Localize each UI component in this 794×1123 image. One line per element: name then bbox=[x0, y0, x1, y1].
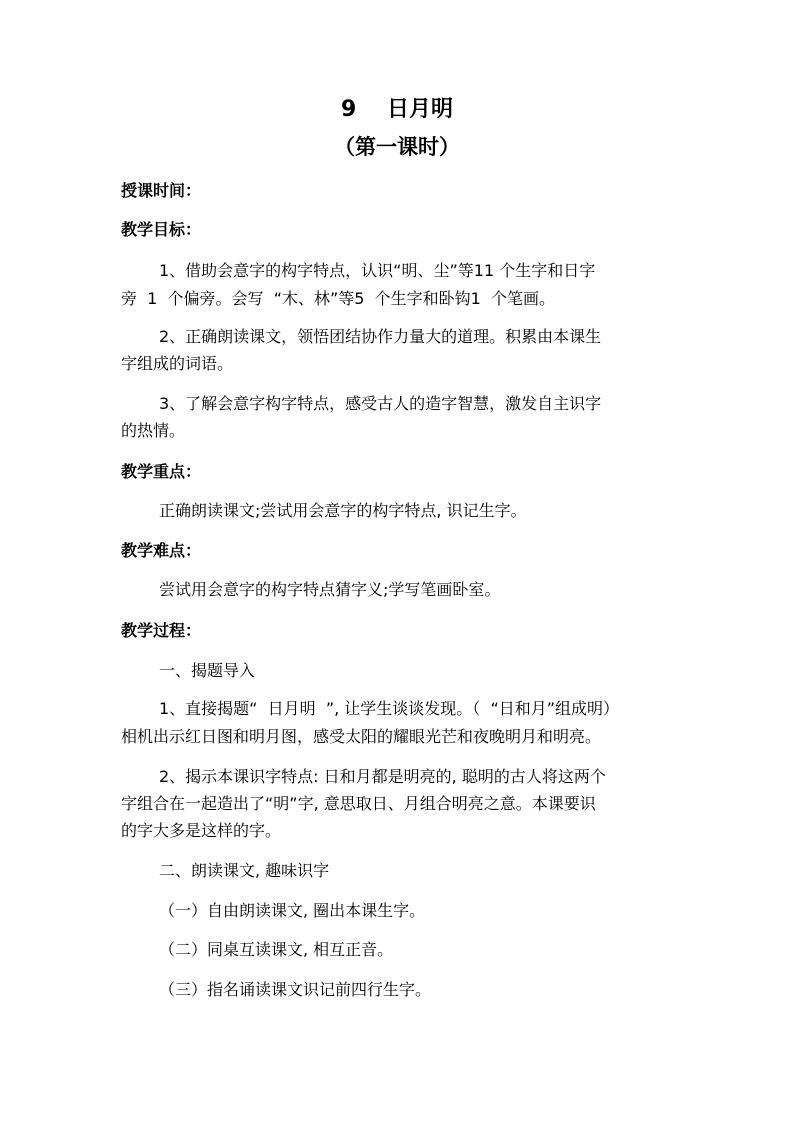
difficulty-label: 教学难点： bbox=[121, 541, 202, 560]
step-1-line-1: 1、直接揭题“ 日月明 ”, 让学生谈谈发现。（ “日和月”组成明） bbox=[159, 699, 620, 718]
goal-2-line-2: 字组成的词语。 bbox=[121, 354, 234, 373]
key-points-label: 教学重点： bbox=[121, 462, 202, 481]
step-2-line-1: 2、揭示本课识字特点: 日和月都是明亮的, 聪明的古人将这两个 bbox=[159, 767, 606, 786]
goal-1-line-1: 1、借助会意字的构字特点，认识“明、尘”等11 个生字和日字 bbox=[159, 261, 596, 280]
sub-step-3: （三）指名诵读课文识记前四行生字。 bbox=[159, 980, 432, 999]
sub-step-2: （二）同桌互读课文, 相互正音。 bbox=[159, 940, 394, 959]
process-label: 教学过程： bbox=[121, 621, 202, 640]
goals-label: 教学目标： bbox=[121, 220, 202, 239]
part-2-title: 二、朗读课文, 趣味识字 bbox=[159, 861, 330, 880]
part-1-title: 一、揭题导入 bbox=[159, 661, 256, 680]
goal-1-line-2: 旁 1 个偏旁。会写 “木、林”等5 个生字和卧钩1 个笔画。 bbox=[121, 289, 555, 308]
step-2-line-2: 字组合在一起造出了“明”字, 意思取日、月组合明亮之意。本课要识 bbox=[121, 794, 596, 813]
step-1-line-2: 相机出示红日图和明月图，感受太阳的耀眼光芒和夜晚明月和明亮。 bbox=[121, 727, 602, 746]
goal-2-line-1: 2、正确朗读课文，领悟团结协作力量大的道理。积累由本课生 bbox=[159, 327, 602, 346]
sub-step-1: （一）自由朗读课文, 圈出本课生字。 bbox=[159, 901, 426, 920]
goal-3-line-1: 3、了解会意字构字特点，感受古人的造字智慧，激发自主识字 bbox=[159, 394, 602, 413]
lesson-subtitle: （第一课时） bbox=[334, 135, 460, 159]
time-label: 授课时间： bbox=[121, 181, 202, 200]
lesson-title: 9 日月明 bbox=[341, 97, 453, 122]
key-points-text: 正确朗读课文;尝试用会意字的构字特点, 识记生字。 bbox=[159, 501, 527, 520]
goal-3-line-2: 的热情。 bbox=[121, 421, 186, 440]
difficulty-text: 尝试用会意字的构字特点猜字义;学写笔画卧室。 bbox=[159, 580, 501, 599]
step-2-line-3: 的字大多是这样的字。 bbox=[121, 821, 282, 840]
